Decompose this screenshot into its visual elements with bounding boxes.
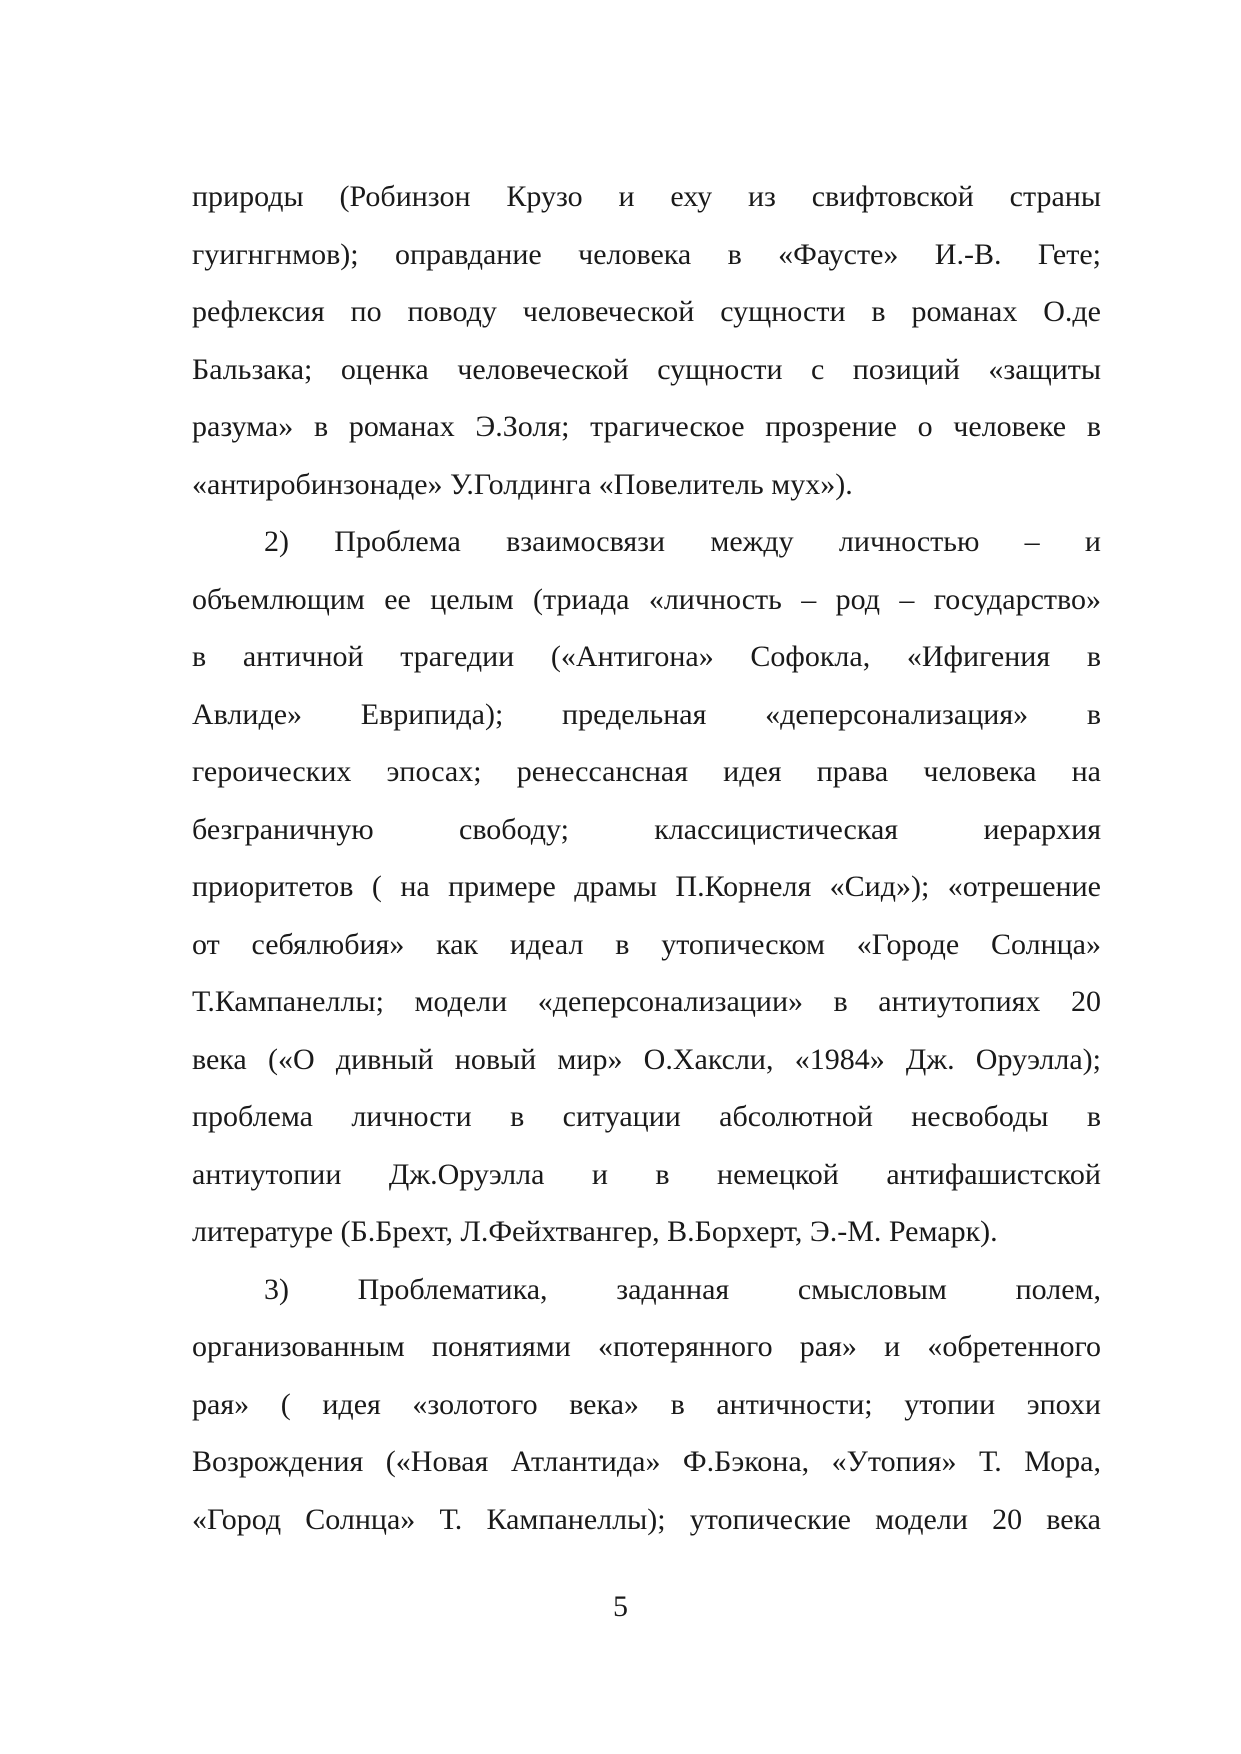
paragraph-2-start: 2) Проблема взаимосвязи между личностью – и — [264, 525, 1101, 558]
page-number: 5 — [613, 1590, 628, 1623]
text-line: Бальзака; оценка человеческой сущности с позиций «защиты — [192, 352, 1101, 386]
body-text — [192, 168, 1101, 1548]
text-line: «антиробинзонаде» У.Голдинга «Повелитель мух»). — [192, 467, 853, 501]
text-line: природы (Робинзон Крузо и еху из свифтовской страны — [192, 180, 1101, 213]
text-line: безграничную свободу; классицистическая иерархия — [192, 812, 1101, 846]
text-line: Авлиде» Еврипида); предельная «деперсонализация» в — [192, 697, 1101, 731]
text-line: литературе (Б.Брехт, Л.Фейхтвангер, В.Борхерт, Э.-М. Ремарк). — [192, 1215, 998, 1248]
text-line: разума» в романах Э.Золя; трагическое прозрение о человеке в — [192, 410, 1101, 443]
text-line: организованным понятиями «потерянного рая» и «обретенного — [192, 1330, 1101, 1363]
paragraph-3-start: 3) Проблематика, заданная смысловым полем, — [264, 1272, 1101, 1306]
text-line: века («О дивный новый мир» О.Хаксли, «1984» Дж. Оруэлла); — [192, 1042, 1101, 1076]
text-line: Возрождения («Новая Атлантида» Ф.Бэкона, «Утопия» Т. Мора, — [192, 1445, 1101, 1478]
text-line: приоритетов ( на примере драмы П.Корнеля «Сид»); «отрешение — [192, 870, 1101, 903]
text-line: проблема личности в ситуации абсолютной несвободы в — [192, 1100, 1101, 1133]
text-line: в античной трагедии («Антигона» Софокла, «Ифигения в — [192, 640, 1101, 673]
text-line: рефлексия по поводу человеческой сущности в романах О.де — [192, 295, 1101, 328]
text-line: от себялюбия» как идеал в утопическом «Городе Солнца» — [192, 927, 1101, 961]
text-line: рая» ( идея «золотого века» в античности; утопии эпохи — [192, 1387, 1101, 1421]
text-line: Т.Кампанеллы; модели «деперсонализации» в антиутопиях 20 — [192, 985, 1101, 1018]
text-line: антиутопии Дж.Оруэлла и в немецкой антифашистской — [192, 1157, 1101, 1191]
text-line: гуигнгнмов); оправдание человека в «Фаусте» И.-В. Гете; — [192, 237, 1101, 271]
text-line: героических эпосах; ренессансная идея права человека на — [192, 755, 1101, 788]
text-line: объемлющим ее целым (триада «личность – род – государство» — [192, 582, 1101, 616]
text-line: «Город Солнца» Т. Кампанеллы); утопические модели 20 века — [192, 1502, 1101, 1536]
